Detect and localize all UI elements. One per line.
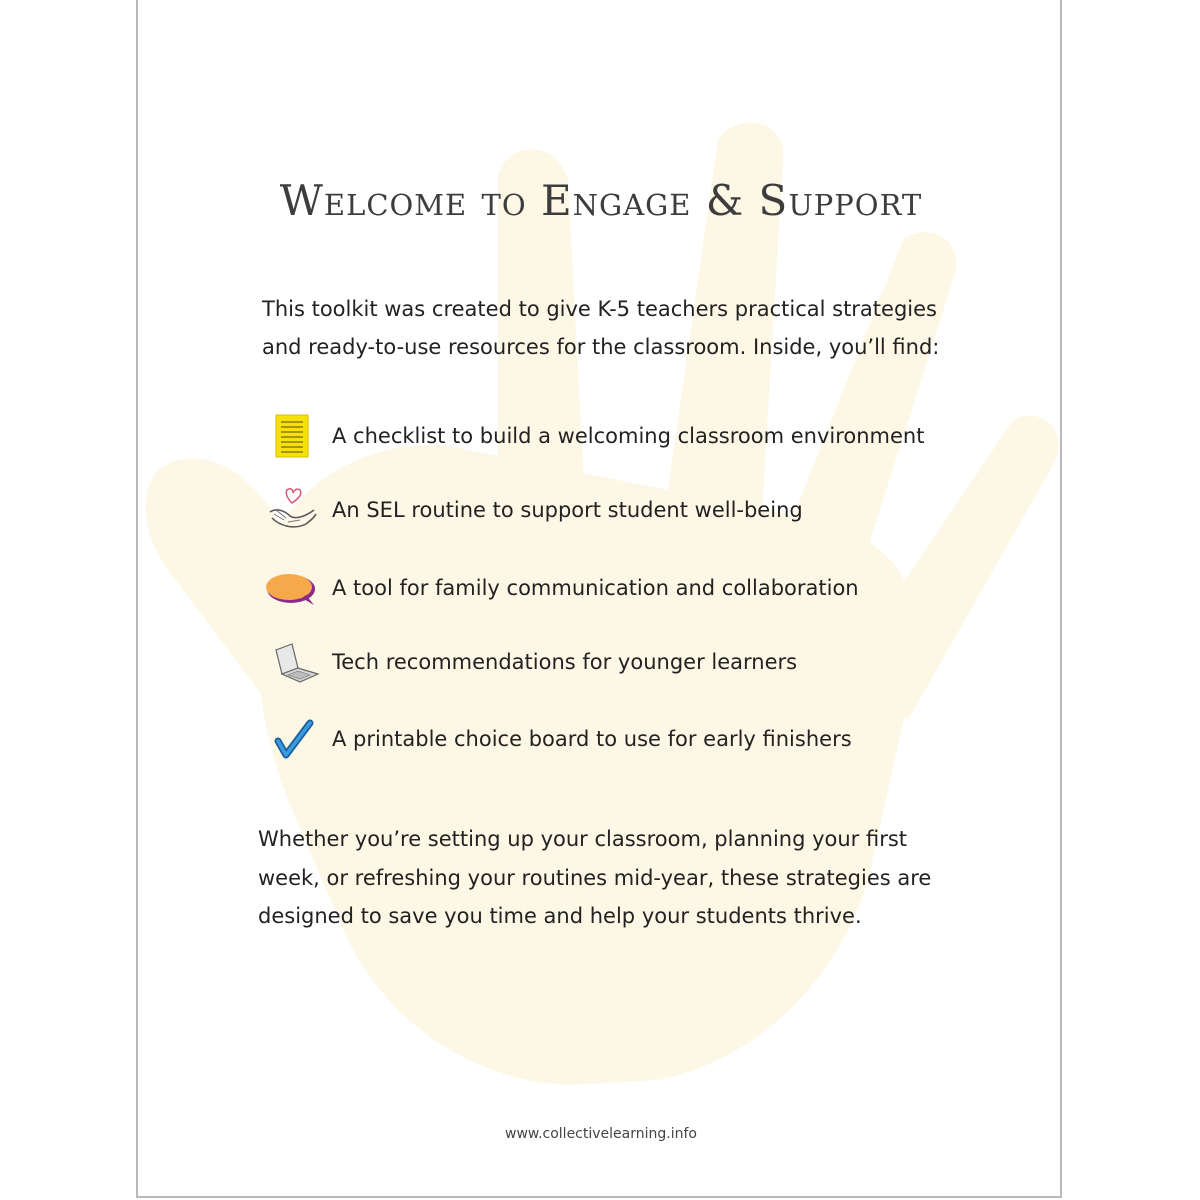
notepad-icon [262, 412, 322, 460]
list-item-label: A printable choice board to use for early finishers [332, 727, 852, 751]
list-item [262, 486, 982, 534]
list-item [262, 638, 982, 686]
list-item-label: Tech recommendations for younger learners [332, 650, 798, 674]
laptop-icon [262, 638, 322, 686]
page-title: Welcome to Engage & Support [279, 176, 923, 225]
checkmark-icon [262, 715, 322, 763]
list-item-label: A tool for family communication and collaboration [332, 576, 859, 600]
list-item-label: An SEL routine to support student well-being [332, 498, 803, 522]
list-item [262, 412, 982, 460]
intro-paragraph: This toolkit was created to give K-5 teachers practical strategies and ready-to-use resources for the classroom. Inside, you’ll find: [262, 297, 940, 359]
list-item [262, 715, 982, 763]
document-page [136, 0, 1062, 1198]
list-item-label: A checklist to build a welcoming classroom environment [332, 424, 925, 448]
speech-bubble-icon [262, 564, 322, 612]
closing-paragraph: Whether you’re setting up your classroom, planning your first week, or refreshing your routines mid-year, these strategies are designed to save you time and help your students thrive. [258, 827, 932, 928]
heart-hands-icon [262, 486, 322, 534]
list-item [262, 564, 982, 612]
footer-url[interactable]: www.collectivelearning.info [505, 1126, 697, 1142]
